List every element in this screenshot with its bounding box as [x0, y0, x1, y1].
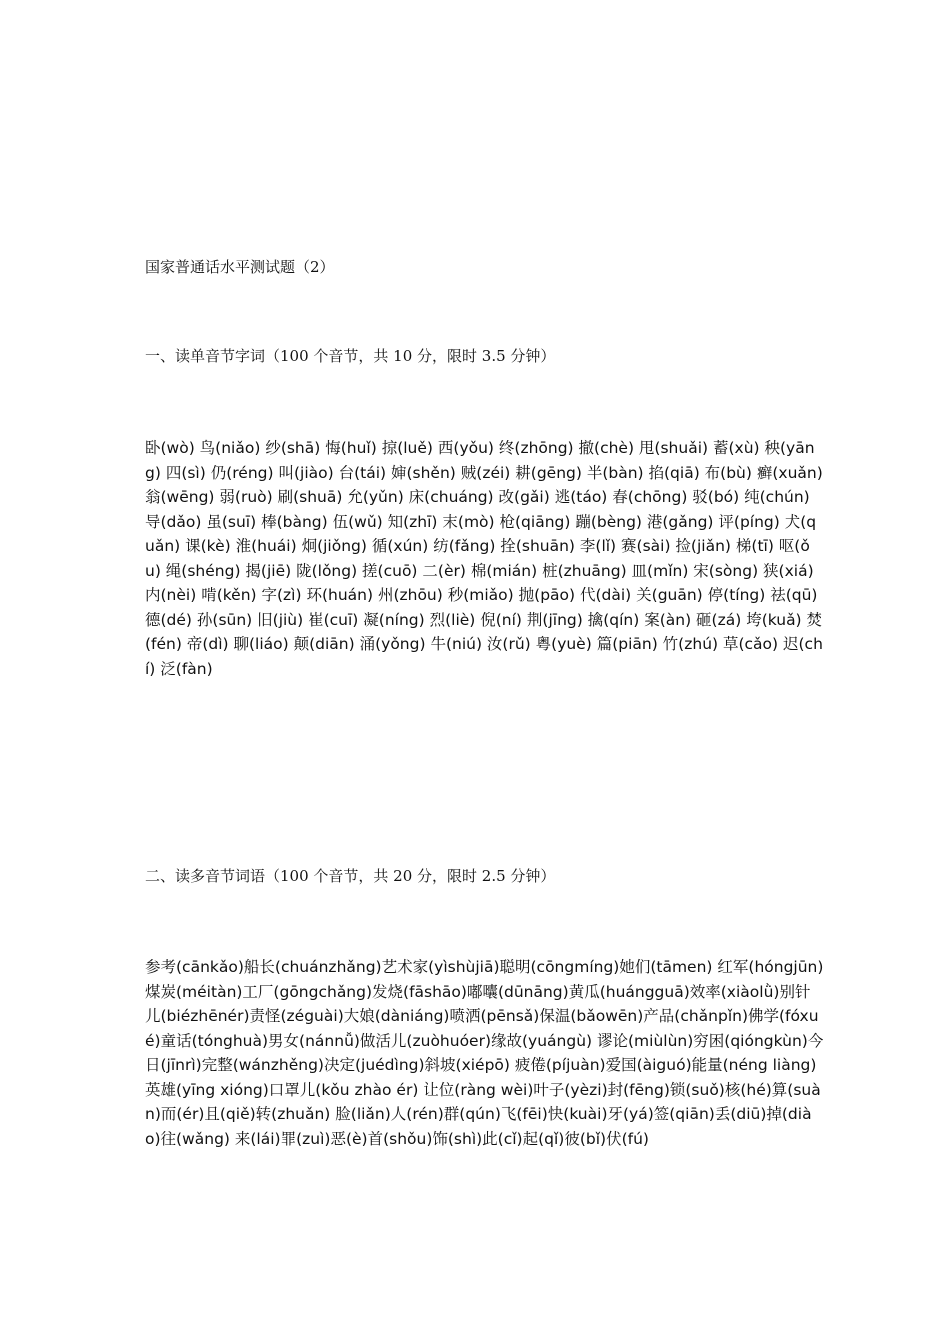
- section-1-heading: 一、读单音节字词（100 个音节，共 10 分，限时 3.5 分钟）: [145, 347, 556, 365]
- section-1-word-list: 卧(wò) 鸟(niǎo) 纱(shā) 悔(huǐ) 掠(luě) 西(yǒu) 终(zhōng) 撤(chè) 甩(shuǎi) 蓄(xù) 秧(yāng) 四(sì) 仍(réng) 叫(jiào) 台(tái) 婶(shěn) 贼(zéi) 耕(gēng) 半(bàn) 掐(qiā) 布(bù) 癣(xuǎn) 翁(wēng) 弱(ruò) 刷(shuā) 允(yǔn) 床(chuáng) 改(gǎi) 逃(táo) 春(chōng) 驳(bó) 纯(chún) 导(dǎo) 虽(suī) 棒(bàng) 伍(wǔ) 知(zhī) 末(mò) 枪(qiāng) 蹦(bèng) 港(gǎng) 评(píng) 犬(quǎn) 课(kè) 淮(huái) 炯(jiǒng) 循(xún) 纺(fǎng) 拴(shuān) 李(lǐ) 赛(sài) 捡(jiǎn) 梯(tī) 呕(ǒu) 绳(shéng) 揭(jiē) 陇(lǒng) 搓(cuō) 二(èr) 棉(mián) 桩(zhuāng) 皿(mǐn) 宋(sòng) 狭(xiá) 内(nèi) 啃(kěn) 字(zì) 环(huán) 州(zhōu) 秒(miǎo) 抛(pāo) 代(dài) 关(guān) 停(tíng) 祛(qū) 德(dé) 孙(sūn) 旧(jiù) 崔(cuī) 凝(níng) 烈(liè) 倪(ní) 荆(jīng) 擒(qín) 案(àn) 砸(zá) 垮(kuǎ) 焚(fén) 帝(dì) 聊(liáo) 颠(diān) 涌(yǒng) 牛(niú) 汝(rǔ) 粤(yuè) 篇(piān) 竹(zhú) 草(cǎo) 迟(chí) 泛(fàn): [145, 439, 823, 678]
- section-2-heading: 二、读多音节词语（100 个音节，共 20 分，限时 2.5 分钟）: [145, 867, 556, 885]
- section-2-word-list: 参考(cānkǎo)船长(chuánzhǎng)艺术家(yìshùjiā)聪明(cōngmíng)她们(tāmen) 红军(hóngjūn)煤炭(méitàn)工厂(gōngchǎng)发烧(fāshāo)嘟囔(dūnāng)黄瓜(huángguā)效率(xiàolǜ)别针儿(biézhēnér)责怪(zéguài)大娘(dàniáng)喷洒(pēnsǎ)保温(bǎowēn)产品(chǎnpǐn)佛学(fóxué)童话(tónghuà)男女(nánnǚ)做活儿(zuòhuóer)缘故(yuángù) 谬论(miùlùn)穷困(qióngkùn)今日(jīnrì)完整(wánzhěng)决定(juédìng)斜坡(xiépō) 疲倦(píjuàn)爱国(àiguó)能量(néng liàng)英雄(yīng xióng)口罩儿(kǒu zhào ér) 让位(ràng wèi)叶子(yèzi)封(fēng)锁(suǒ)核(hé)算(suàn)而(ér)且(qiě)转(zhuǎn) 脸(liǎn)人(rén)群(qún)飞(fēi)快(kuài)牙(yá)签(qiān)丢(diū)掉(diào)往(wǎng) 来(lái)罪(zuì)恶(è)首(shǒu)饰(shì)此(cǐ)起(qǐ)彼(bǐ)伏(fú): [145, 958, 824, 1148]
- document-title: 国家普通话水平测试题（2）: [145, 258, 335, 276]
